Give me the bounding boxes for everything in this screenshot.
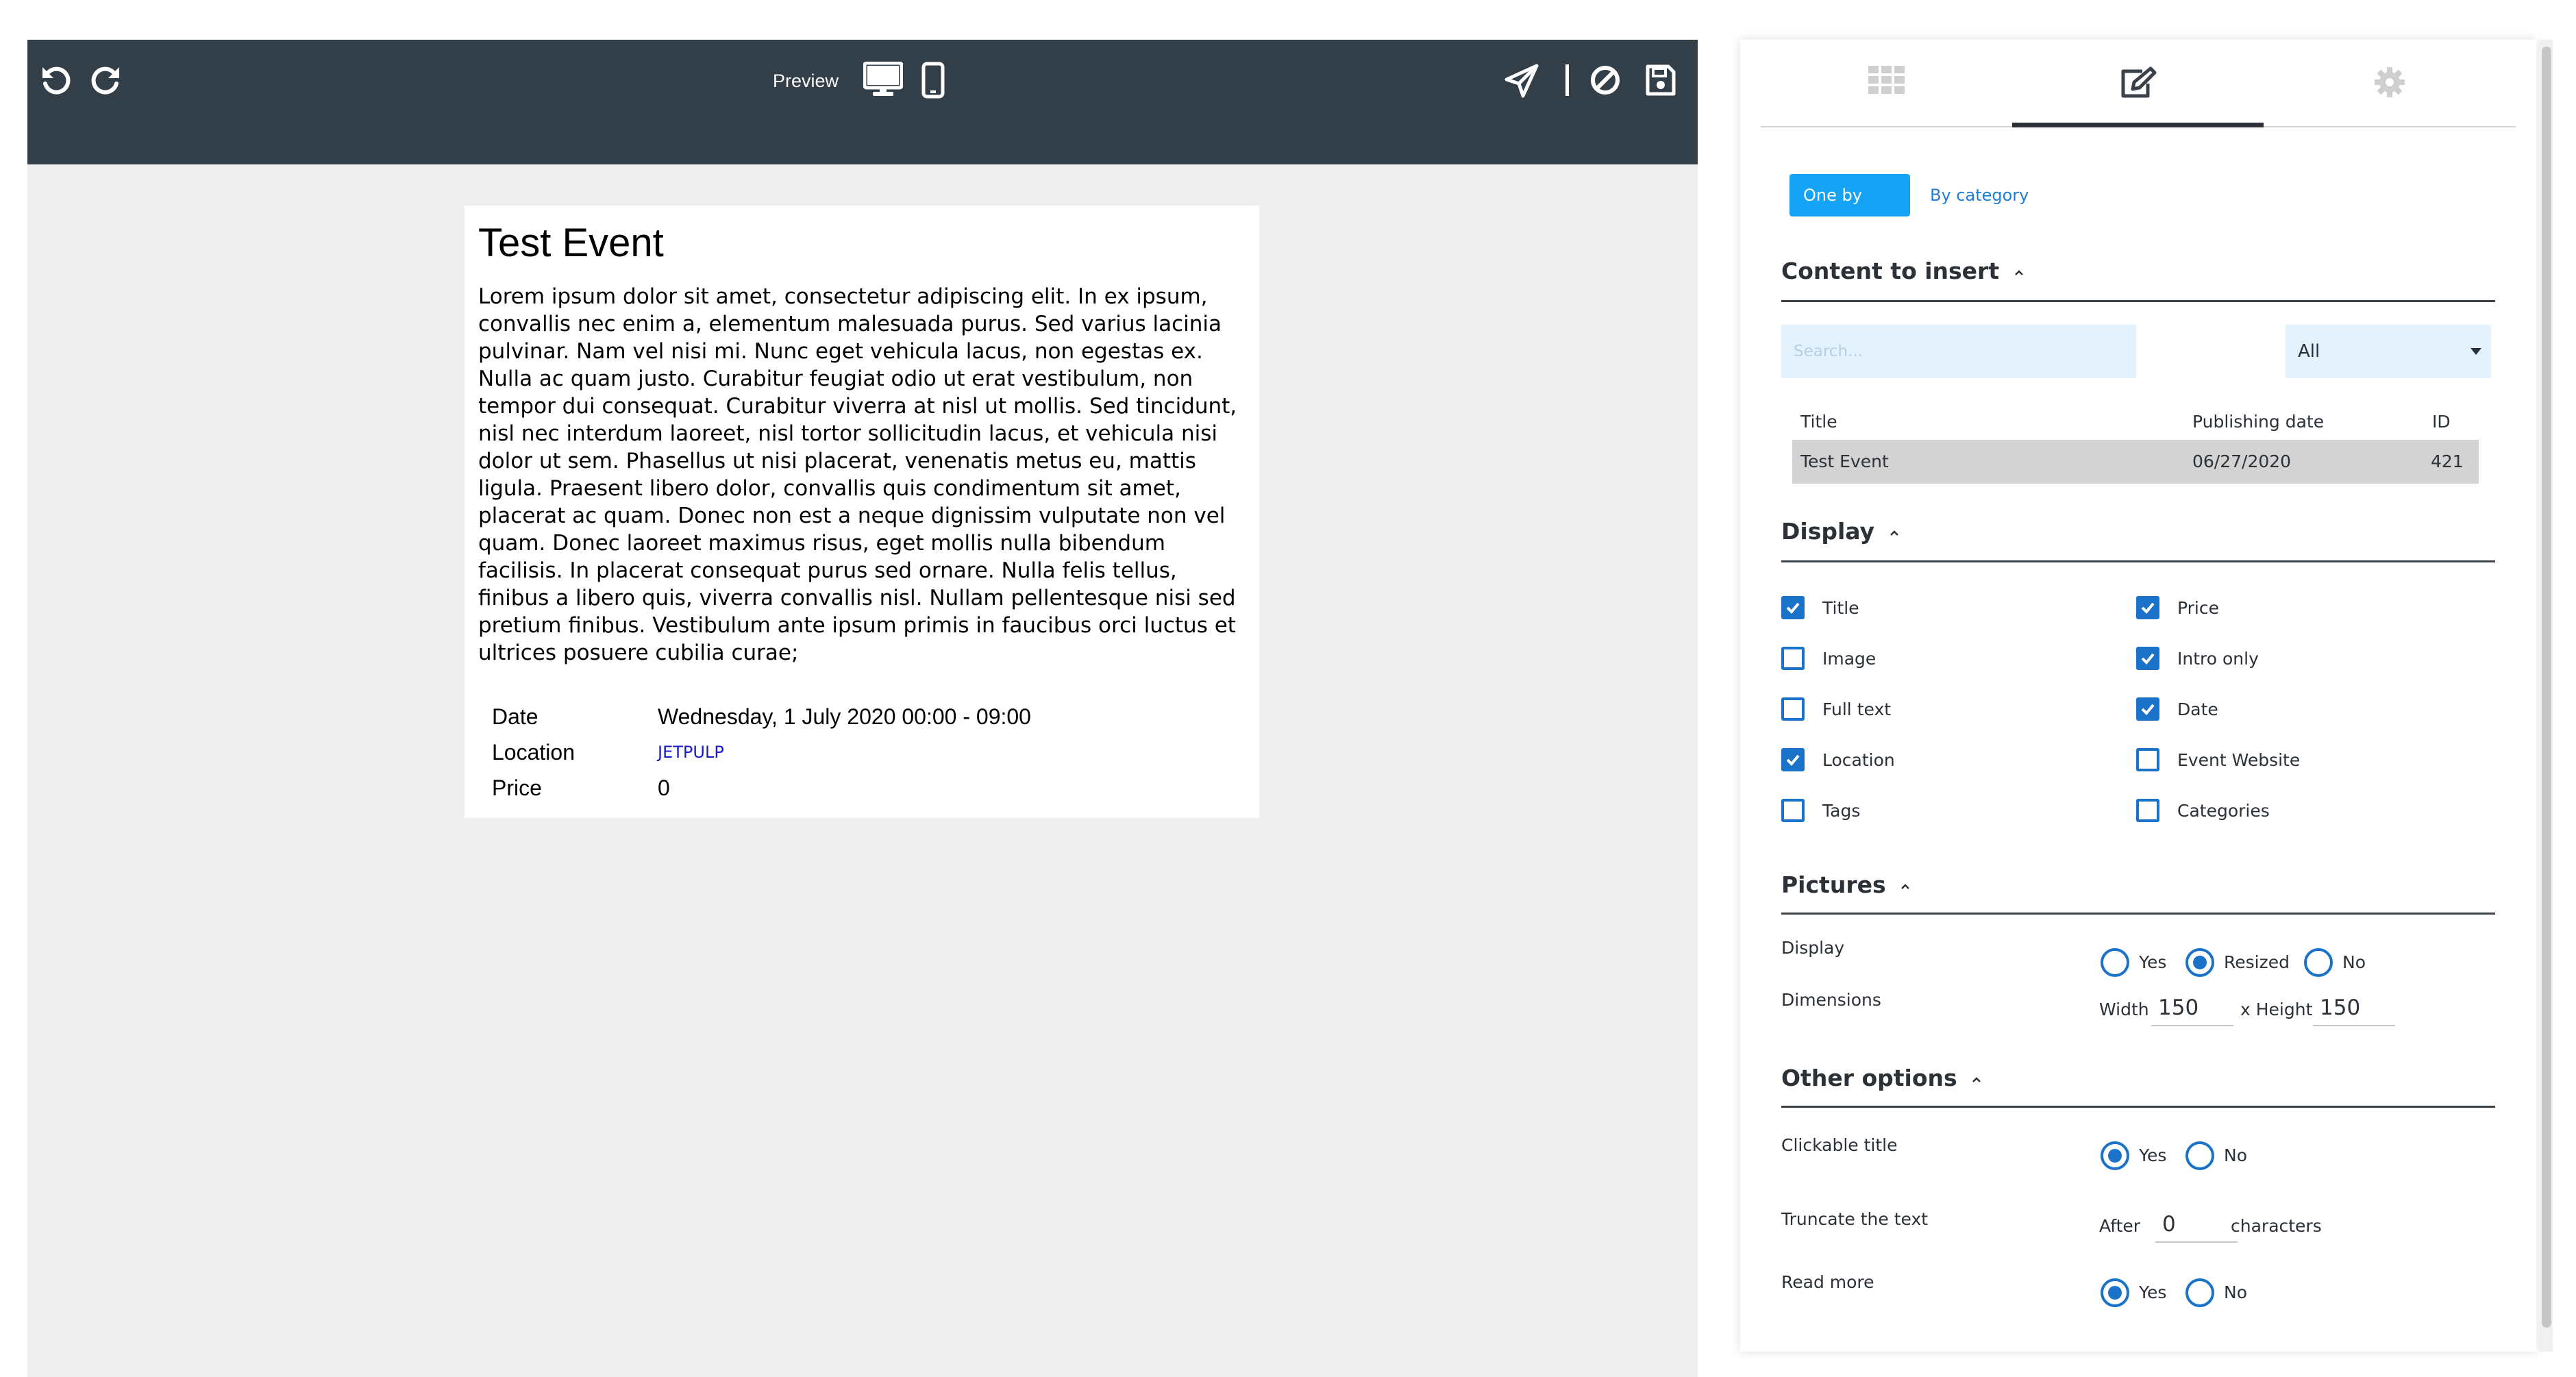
read-more-yes-radio[interactable] bbox=[2101, 1278, 2129, 1307]
checkbox-label: Tags bbox=[1822, 801, 1861, 821]
table-row[interactable] bbox=[1792, 440, 2479, 484]
clickable-title-no-radio[interactable] bbox=[2185, 1141, 2214, 1170]
display-option-categories[interactable] bbox=[2136, 797, 2438, 825]
section-title: Display bbox=[1781, 518, 1875, 545]
height-input[interactable] bbox=[2313, 991, 2395, 1026]
column-header-title[interactable]: Title bbox=[1800, 412, 1837, 432]
undo-icon[interactable] bbox=[38, 63, 74, 99]
tab-settings[interactable] bbox=[2264, 40, 2515, 126]
row-date: 06/27/2020 bbox=[2192, 451, 2292, 471]
radio-label: Yes bbox=[2139, 1282, 2167, 1302]
picture-display-label: Display bbox=[1781, 938, 1845, 958]
preview-label: Preview bbox=[773, 71, 839, 91]
truncate-after-label: After bbox=[2099, 1216, 2141, 1236]
section-title: Pictures bbox=[1781, 871, 1886, 898]
checkbox-label: Title bbox=[1822, 598, 1859, 618]
width-input[interactable] bbox=[2151, 991, 2233, 1026]
section-divider bbox=[1781, 1106, 2495, 1108]
info-value: 0 bbox=[658, 776, 670, 800]
settings-icon bbox=[2373, 66, 2406, 99]
preview-document bbox=[465, 206, 1259, 818]
checkbox-label: Image bbox=[1822, 649, 1877, 669]
radio-label: No bbox=[2342, 952, 2366, 972]
truncate-label: Truncate the text bbox=[1781, 1209, 1929, 1229]
chevron-up-icon bbox=[2014, 268, 2024, 277]
radio-label: Yes bbox=[2139, 952, 2167, 972]
section-title: Content to insert bbox=[1781, 258, 2000, 284]
caret-down-icon bbox=[2470, 348, 2481, 355]
pictures-section-toggle[interactable] bbox=[1781, 870, 1910, 900]
chevron-up-icon bbox=[1900, 882, 1910, 891]
checkbox[interactable] bbox=[2136, 748, 2159, 771]
checkmark-icon bbox=[2140, 600, 2155, 615]
checkbox[interactable] bbox=[2136, 647, 2159, 670]
checkbox-label: Full text bbox=[1822, 699, 1892, 719]
truncate-unit-label: characters bbox=[2231, 1216, 2322, 1236]
display-option-intro-only[interactable] bbox=[2136, 645, 2438, 673]
event-info-table bbox=[492, 699, 1232, 806]
section-divider bbox=[1781, 560, 2495, 562]
checkbox[interactable] bbox=[1781, 748, 1805, 771]
tab-blocks[interactable] bbox=[1761, 40, 2012, 126]
editor-toolbar bbox=[27, 40, 1698, 164]
mobile-icon[interactable] bbox=[921, 62, 945, 99]
checkbox-label: Categories bbox=[2177, 801, 2270, 821]
read-more-label: Read more bbox=[1781, 1272, 1874, 1292]
chevron-up-icon bbox=[1972, 1075, 1981, 1084]
content-section-toggle[interactable] bbox=[1781, 256, 2024, 286]
scrollbar-thumb[interactable] bbox=[2542, 47, 2551, 1328]
checkmark-icon bbox=[1785, 600, 1800, 615]
checkbox-label: Event Website bbox=[2177, 750, 2301, 770]
location-link[interactable]: JETPULP bbox=[658, 743, 724, 762]
checkbox-label: Price bbox=[2177, 598, 2219, 618]
info-label: Date bbox=[492, 704, 538, 729]
info-row-date bbox=[492, 699, 1232, 734]
clickable-title-label: Clickable title bbox=[1781, 1135, 1898, 1155]
truncate-input[interactable] bbox=[2155, 1207, 2238, 1243]
toolbar-separator bbox=[1565, 64, 1569, 96]
desktop-icon[interactable] bbox=[863, 62, 903, 97]
checkbox-label: Location bbox=[1822, 750, 1895, 770]
panel-tabs bbox=[1761, 40, 2516, 127]
one-by-one-button[interactable]: One by one bbox=[1789, 174, 1910, 216]
radio-label: Yes bbox=[2139, 1145, 2167, 1165]
event-body: Lorem ipsum dolor sit amet, consectetur adipiscing elit. In ex ipsum, convallis nec enim a, elementum malesuada purus. Sed varius lacinia pulvinar. Nam vel nisi mi. Nunc eget vehicula lacus, non egestas ex. Nulla ac quam justo. Curabitur feugiat odio ut erat vestibulum, non tempor dui consequat. Curabitur viverra at nisl ut mollis. Sed tincidunt, nisl nec interdum laoreet, nisl tortor sollicitudin lacus, et vehicula nisi dolor ut sem. Phasellus ut nisi placerat, venenatis metus eu, mattis ligula. Praesent libero dolor, convallis quis condimentum sit amet, placerat ac quam. Donec non est a neque dignissim vulputate non vel quam. Donec laoreet maximus risus, eget mollis nulla bibendum facilisis. In placerat consequat purus sed ornare. Nulla felis tellus, finibus a libero quis, viverra convallis nisl. Nullam pellentesque nisi sed pretium finibus. Vestibulum ante ipsum primis in faucibus orci luctus et ultrices posuere cubilia curae; bbox=[478, 284, 1237, 665]
display-option-price[interactable] bbox=[2136, 595, 2438, 622]
read-more-no-radio[interactable] bbox=[2185, 1278, 2214, 1307]
checkbox[interactable] bbox=[2136, 697, 2159, 721]
row-title: Test Event bbox=[1800, 451, 1889, 471]
search-input[interactable] bbox=[1781, 325, 2136, 378]
checkbox[interactable] bbox=[1781, 697, 1805, 721]
checkbox[interactable] bbox=[2136, 596, 2159, 619]
display-option-date[interactable] bbox=[2136, 696, 2438, 723]
send-icon[interactable] bbox=[1504, 63, 1539, 99]
picture-display-no-radio[interactable] bbox=[2304, 948, 2333, 977]
editor-area bbox=[27, 40, 1698, 1377]
display-option-location[interactable] bbox=[1781, 747, 2083, 774]
info-label: Price bbox=[492, 776, 542, 800]
info-row-location bbox=[492, 734, 1232, 770]
display-option-tags[interactable] bbox=[1781, 797, 2083, 825]
save-icon[interactable] bbox=[1646, 64, 1676, 96]
section-divider bbox=[1781, 913, 2495, 915]
column-header-id[interactable]: ID bbox=[2432, 412, 2451, 432]
dimensions-label: Dimensions bbox=[1781, 990, 1881, 1010]
event-title: Test Event bbox=[478, 221, 664, 265]
by-category-button[interactable]: By category bbox=[1930, 186, 2029, 205]
display-option-title[interactable] bbox=[1781, 595, 2083, 622]
cancel-icon[interactable] bbox=[1589, 64, 1621, 96]
clickable-title-yes-radio[interactable] bbox=[2101, 1141, 2129, 1170]
other-options-toggle[interactable] bbox=[1781, 1063, 1981, 1093]
chevron-up-icon bbox=[1890, 528, 1899, 538]
checkbox[interactable] bbox=[1781, 799, 1805, 822]
display-option-event-website[interactable] bbox=[2136, 747, 2438, 774]
picture-display-yes-radio[interactable] bbox=[2101, 948, 2129, 977]
checkbox-label: Date bbox=[2177, 699, 2218, 719]
column-header-date[interactable]: Publishing date bbox=[2192, 412, 2325, 432]
info-row-price bbox=[492, 770, 1232, 806]
radio-label: No bbox=[2224, 1145, 2247, 1165]
settings-panel bbox=[1740, 40, 2536, 1352]
checkmark-icon bbox=[2140, 702, 2155, 717]
tab-edit[interactable] bbox=[2012, 40, 2264, 126]
checkmark-icon bbox=[2140, 651, 2155, 666]
redo-icon[interactable] bbox=[88, 63, 123, 99]
checkbox[interactable] bbox=[1781, 647, 1805, 670]
edit-icon bbox=[2119, 66, 2157, 100]
grid-icon bbox=[1868, 66, 1905, 95]
content-filter-select[interactable] bbox=[2286, 325, 2491, 378]
section-title: Other options bbox=[1781, 1065, 1957, 1091]
display-section-toggle[interactable] bbox=[1781, 517, 1899, 547]
checkbox[interactable] bbox=[1781, 596, 1805, 619]
checkbox-label: Intro only bbox=[2177, 649, 2259, 669]
picture-display-resized-radio[interactable] bbox=[2185, 948, 2214, 977]
height-label: x Height bbox=[2240, 1000, 2313, 1019]
row-id: 421 bbox=[2431, 451, 2464, 471]
width-label: Width bbox=[2099, 1000, 2149, 1019]
info-value: Wednesday, 1 July 2020 00:00 - 09:00 bbox=[658, 704, 1031, 729]
checkbox[interactable] bbox=[2136, 799, 2159, 822]
select-value: All bbox=[2298, 341, 2320, 362]
info-label: Location bbox=[492, 740, 575, 765]
checkmark-icon bbox=[1785, 752, 1800, 767]
section-divider bbox=[1781, 300, 2495, 302]
display-option-full-text[interactable] bbox=[1781, 696, 2083, 723]
display-option-image[interactable] bbox=[1781, 645, 2083, 673]
radio-label: Resized bbox=[2224, 952, 2290, 972]
radio-label: No bbox=[2224, 1282, 2247, 1302]
